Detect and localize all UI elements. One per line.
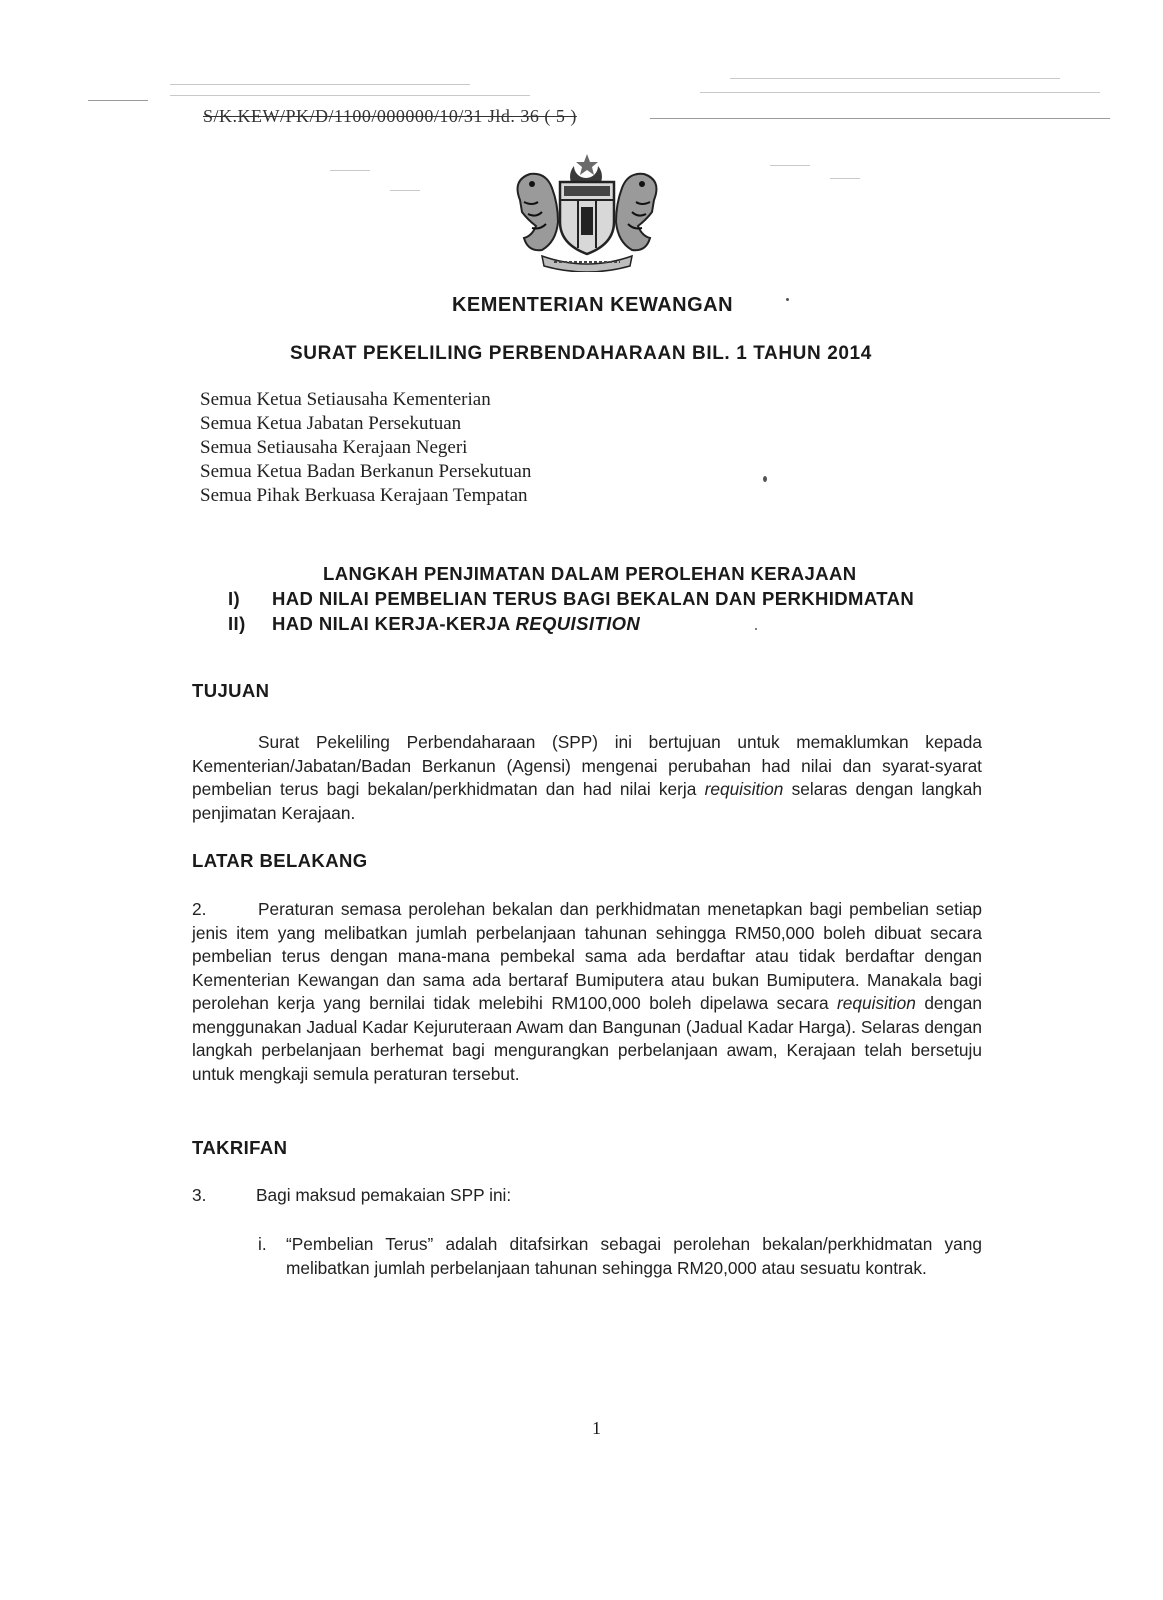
scan-artifact [700,92,1100,93]
file-reference-text: S/K.KEW/PK/D/1100/000000/10/31 Jld. 36 ( 5 ) [203,106,577,126]
paragraph-latar-belakang [192,898,982,1086]
subject-item-text-plain: HAD NILAI KERJA-KERJA [272,613,516,634]
section-heading-latar-belakang: LATAR BELAKANG [192,850,368,871]
subject-item-number: II) [228,613,246,634]
subject-item-text: HAD NILAI PEMBELIAN TERUS BAGI BEKALAN DAN PERKHIDMATAN [272,588,915,609]
recipient-line: Semua Ketua Jabatan Persekutuan [200,413,462,434]
recipient-list [200,388,531,508]
paragraph-italic: requisition [704,779,784,799]
paragraph-italic: requisition [837,993,916,1013]
scan-speck [763,476,767,482]
recipient-line: Semua Ketua Setiausaha Kementerian [200,389,491,410]
paragraph-number: 3. [192,1185,207,1205]
recipient-line: Semua Pihak Berkuasa Kerajaan Tempatan [200,485,528,506]
paragraph-text: dengan menggunakan Jadual Kadar Kejuruteraan Awam dan Bangunan (Jadual Kadar Harga). Selaras dengan langkah perbelanjaan berhemat bagi mengurangkan perbelanjaan awam, Kerajaan telah bersetuju untuk mengkaji semula peraturan tersebut. [192,993,982,1084]
page-number: 1 [592,1418,601,1438]
recipient-line: Semua Setiausaha Kerajaan Negeri [200,437,468,458]
definition-text: “Pembelian Terus” adalah ditafsirkan sebagai perolehan bekalan/perkhidmatan yang melibatkan jumlah perbelanjaan tahunan sehingga RM20,000 atau sesuatu kontrak. [286,1234,982,1278]
scan-artifact [330,170,370,171]
subject-title: LANGKAH PENJIMATAN DALAM PEROLEHAN KERAJAAN [323,563,857,584]
subject-item-text [272,611,640,636]
paragraph-number: 2. [192,899,207,919]
subject-item-text-italic: REQUISITION [515,613,641,634]
section-heading-takrifan: TAKRIFAN [192,1137,288,1158]
scan-artifact [730,78,1060,79]
scan-artifact [390,190,420,191]
subject-item-number: I) [228,588,241,609]
file-reference [203,106,577,127]
subject-item [228,611,1008,636]
paragraph-text: Bagi maksud pemakaian SPP ini: [256,1185,512,1205]
paragraph-tujuan [192,731,982,825]
scan-artifact [88,100,148,101]
subject-item [228,586,1008,611]
paragraph-text: Peraturan semasa perolehan bekalan dan perkhidmatan menetapkan bagi pembelian setiap jenis item yang melibatkan jumlah perbelanjaan tahunan sehingga RM50,000 boleh dibuat secara pembelian terus dengan mana-mana pembekal sama ada berdaftar atau tidak berdaftar dengan Kementerian Kewangan dan sama ada bertaraf Bumiputera atau bukan Bumiputera. Manakala bagi perolehan kerja yang bernilai tidak melebihi RM100,000 boleh dipelawa secara [192,899,982,1013]
circular-title: SURAT PEKELILING PERBENDAHARAAN BIL. 1 TAHUN 2014 [290,343,872,364]
recipient-line: Semua Ketua Badan Berkanun Persekutuan [200,461,532,482]
ministry-name: KEMENTERIAN KEWANGAN [451,294,734,316]
definition-item [258,1233,982,1280]
subject-block [228,561,1008,636]
scan-artifact [830,178,860,179]
scan-artifact [170,95,530,96]
section-heading-tujuan: TUJUAN [192,680,270,701]
coat-of-arms-emblem [502,152,672,272]
paragraph-text: Surat Pekeliling Perbendaharaan (SPP) ini bertujuan untuk memaklumkan kepada Kementerian/Jabatan/Badan Berkanun (Agensi) mengenai perubahan had nilai dan syarat-syarat pembelian terus bagi bekalan/perkhidmatan dan had nilai kerja [192,732,982,799]
paragraph-text: selaras dengan langkah penjimatan Kerajaan. [192,779,982,823]
scan-artifact [770,165,810,166]
definition-number: i. [258,1234,267,1254]
scan-artifact [650,118,1110,119]
paragraph-takrifan-intro [192,1185,511,1206]
scan-artifact [170,84,470,85]
